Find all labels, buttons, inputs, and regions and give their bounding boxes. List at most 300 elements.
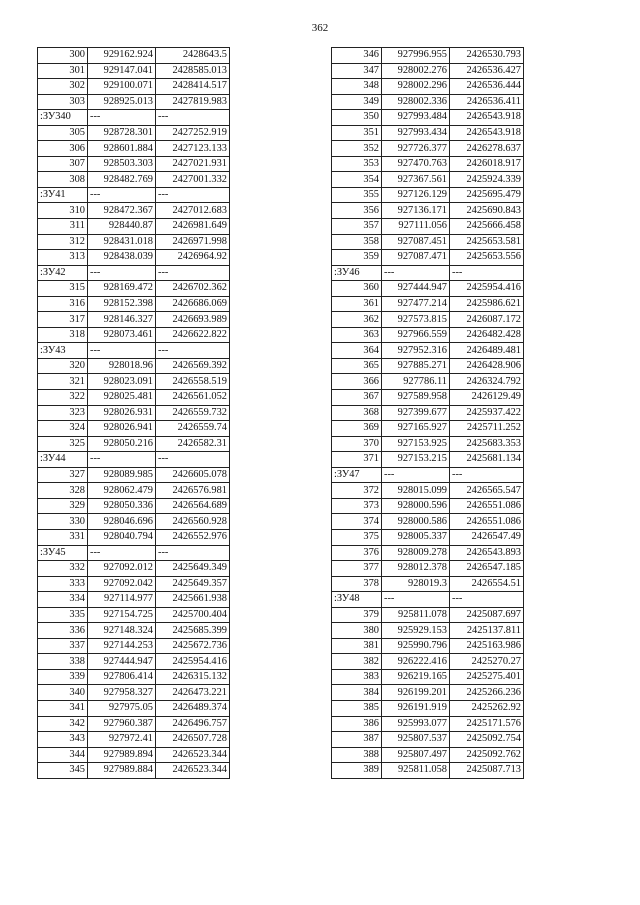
point-number-cell: 380 (332, 623, 382, 639)
y-coordinate-cell: 2426686.069 (156, 296, 230, 312)
point-number-cell: 305 (38, 125, 88, 141)
point-number-cell: 322 (38, 390, 88, 406)
y-coordinate-cell: 2426507.728 (156, 732, 230, 748)
y-coordinate-cell: 2425681.134 (450, 452, 524, 468)
point-number-cell: 317 (38, 312, 88, 328)
point-number-cell: 359 (332, 250, 382, 266)
point-number-cell: 328 (38, 483, 88, 499)
table-row (332, 327, 524, 343)
point-number-cell: 361 (332, 296, 382, 312)
x-coordinate-cell: 928728.301 (88, 125, 156, 141)
point-number-cell: 339 (38, 669, 88, 685)
y-coordinate-cell: 2427001.332 (156, 172, 230, 188)
y-coordinate-cell: 2426543.918 (450, 125, 524, 141)
point-number-cell: 330 (38, 514, 88, 530)
y-coordinate-cell: 2425262.92 (450, 700, 524, 716)
section-label-cell: :ЗУ47 (332, 467, 382, 483)
y-coordinate-cell: 2426428.906 (450, 358, 524, 374)
x-coordinate-cell: 928152.398 (88, 296, 156, 312)
x-coordinate-cell: --- (382, 467, 450, 483)
table-row (332, 234, 524, 250)
point-number-cell: 341 (38, 700, 88, 716)
x-coordinate-cell: 929100.071 (88, 79, 156, 95)
y-coordinate-cell: 2426564.689 (156, 498, 230, 514)
y-coordinate-cell: --- (156, 545, 230, 561)
point-number-cell: 372 (332, 483, 382, 499)
point-number-cell: 384 (332, 685, 382, 701)
table-row (38, 623, 230, 639)
y-coordinate-cell: 2426278.637 (450, 141, 524, 157)
x-coordinate-cell: 926191.919 (382, 700, 450, 716)
x-coordinate-cell: 928050.336 (88, 498, 156, 514)
point-number-cell: 324 (38, 421, 88, 437)
table-row (332, 483, 524, 499)
point-number-cell: 321 (38, 374, 88, 390)
x-coordinate-cell: 928015.099 (382, 483, 450, 499)
table-row (332, 436, 524, 452)
x-coordinate-cell: 927975.05 (88, 700, 156, 716)
point-number-cell: 388 (332, 747, 382, 763)
point-number-cell: 382 (332, 654, 382, 670)
table-row (332, 545, 524, 561)
table-row (38, 63, 230, 79)
y-coordinate-cell: 2426496.757 (156, 716, 230, 732)
y-coordinate-cell: 2426482.428 (450, 327, 524, 343)
point-number-cell: 331 (38, 529, 88, 545)
y-coordinate-cell: 2425092.754 (450, 732, 524, 748)
table-row (332, 700, 524, 716)
x-coordinate-cell: 928000.586 (382, 514, 450, 530)
x-coordinate-cell: 928000.596 (382, 498, 450, 514)
table-row (332, 48, 524, 64)
y-coordinate-cell: --- (450, 592, 524, 608)
y-coordinate-cell: 2426489.374 (156, 700, 230, 716)
point-number-cell: 307 (38, 156, 88, 172)
table-row (332, 203, 524, 219)
x-coordinate-cell: 928601.884 (88, 141, 156, 157)
x-coordinate-cell: 927444.947 (382, 281, 450, 297)
point-number-cell: 325 (38, 436, 88, 452)
x-coordinate-cell: 927806.414 (88, 669, 156, 685)
point-number-cell: 374 (332, 514, 382, 530)
x-coordinate-cell: 928026.941 (88, 421, 156, 437)
y-coordinate-cell: 2426536.444 (450, 79, 524, 95)
point-number-cell: 313 (38, 250, 88, 266)
x-coordinate-cell: 927589.958 (382, 390, 450, 406)
x-coordinate-cell: 927958.327 (88, 685, 156, 701)
point-number-cell: 336 (38, 623, 88, 639)
x-coordinate-cell: 928002.296 (382, 79, 450, 95)
x-coordinate-cell: 927092.012 (88, 561, 156, 577)
y-coordinate-cell: 2426971.998 (156, 234, 230, 250)
y-coordinate-cell: 2425661.938 (156, 592, 230, 608)
y-coordinate-cell: 2426964.92 (156, 250, 230, 266)
y-coordinate-cell: 2427123.133 (156, 141, 230, 157)
point-number-cell: 342 (38, 716, 88, 732)
x-coordinate-cell: 925807.497 (382, 747, 450, 763)
table-row (38, 467, 230, 483)
x-coordinate-cell: 928169.472 (88, 281, 156, 297)
y-coordinate-cell: 2425087.697 (450, 607, 524, 623)
y-coordinate-cell: --- (156, 343, 230, 359)
table-row (332, 343, 524, 359)
table-row (332, 63, 524, 79)
point-number-cell: 371 (332, 452, 382, 468)
point-number-cell: 367 (332, 390, 382, 406)
x-coordinate-cell: 928026.931 (88, 405, 156, 421)
x-coordinate-cell: --- (88, 343, 156, 359)
point-number-cell: 356 (332, 203, 382, 219)
section-row (38, 343, 230, 359)
x-coordinate-cell: 928146.327 (88, 312, 156, 328)
table-row (332, 187, 524, 203)
table-row (332, 141, 524, 157)
y-coordinate-cell: 2426523.344 (156, 747, 230, 763)
table-row (38, 312, 230, 328)
x-coordinate-cell: 927136.171 (382, 203, 450, 219)
y-coordinate-cell: --- (156, 187, 230, 203)
x-coordinate-cell: 927786.11 (382, 374, 450, 390)
table-row (38, 436, 230, 452)
table-row (38, 576, 230, 592)
table-row (332, 250, 524, 266)
point-number-cell: 350 (332, 110, 382, 126)
point-number-cell: 312 (38, 234, 88, 250)
table-row (38, 592, 230, 608)
table-row (38, 607, 230, 623)
x-coordinate-cell: 927885.271 (382, 358, 450, 374)
point-number-cell: 383 (332, 669, 382, 685)
table-row (38, 125, 230, 141)
y-coordinate-cell: 2426622.822 (156, 327, 230, 343)
y-coordinate-cell: 2426981.649 (156, 219, 230, 235)
y-coordinate-cell: 2426547.49 (450, 529, 524, 545)
section-label-cell: :ЗУ42 (38, 265, 88, 281)
point-number-cell: 310 (38, 203, 88, 219)
table-row (332, 219, 524, 235)
section-label-cell: :ЗУ43 (38, 343, 88, 359)
x-coordinate-cell: 927952.316 (382, 343, 450, 359)
y-coordinate-cell: 2426473.221 (156, 685, 230, 701)
point-number-cell: 377 (332, 561, 382, 577)
point-number-cell: 375 (332, 529, 382, 545)
y-coordinate-cell: 2426569.392 (156, 358, 230, 374)
table-row (332, 763, 524, 779)
y-coordinate-cell: 2426559.732 (156, 405, 230, 421)
coordinates-table-left (37, 47, 230, 779)
table-row (332, 732, 524, 748)
point-number-cell: 376 (332, 545, 382, 561)
y-coordinate-cell: 2426536.427 (450, 63, 524, 79)
table-row (38, 79, 230, 95)
x-coordinate-cell: 928482.769 (88, 172, 156, 188)
y-coordinate-cell: 2426315.132 (156, 669, 230, 685)
table-row (332, 79, 524, 95)
y-coordinate-cell: 2425690.843 (450, 203, 524, 219)
x-coordinate-cell: 927367.561 (382, 172, 450, 188)
x-coordinate-cell: 927144.253 (88, 638, 156, 654)
x-coordinate-cell: 928012.378 (382, 561, 450, 577)
point-number-cell: 329 (38, 498, 88, 514)
table-row (38, 638, 230, 654)
x-coordinate-cell: 927993.434 (382, 125, 450, 141)
y-coordinate-cell: 2425954.416 (450, 281, 524, 297)
point-number-cell: 327 (38, 467, 88, 483)
point-number-cell: 373 (332, 498, 382, 514)
x-coordinate-cell: 925811.058 (382, 763, 450, 779)
y-coordinate-cell: 2425683.353 (450, 436, 524, 452)
table-row (332, 110, 524, 126)
table-row (38, 156, 230, 172)
x-coordinate-cell: 927148.324 (88, 623, 156, 639)
x-coordinate-cell: 927726.377 (382, 141, 450, 157)
point-number-cell: 338 (38, 654, 88, 670)
x-coordinate-cell: 928440.87 (88, 219, 156, 235)
y-coordinate-cell: 2428414.517 (156, 79, 230, 95)
table-row (38, 763, 230, 779)
table-row (38, 172, 230, 188)
x-coordinate-cell: 927092.042 (88, 576, 156, 592)
table-row (332, 685, 524, 701)
table-row (38, 561, 230, 577)
point-number-cell: 323 (38, 405, 88, 421)
table-row (38, 219, 230, 235)
table-row (38, 234, 230, 250)
x-coordinate-cell: 927470.763 (382, 156, 450, 172)
table-row (38, 732, 230, 748)
point-number-cell: 318 (38, 327, 88, 343)
table-row (38, 296, 230, 312)
x-coordinate-cell: --- (382, 592, 450, 608)
y-coordinate-cell: 2425266.236 (450, 685, 524, 701)
x-coordinate-cell: 928040.794 (88, 529, 156, 545)
y-coordinate-cell: 2426554.51 (450, 576, 524, 592)
y-coordinate-cell: 2425092.762 (450, 747, 524, 763)
table-row (332, 576, 524, 592)
y-coordinate-cell: 2426551.086 (450, 514, 524, 530)
table-row (332, 514, 524, 530)
x-coordinate-cell: 928062.479 (88, 483, 156, 499)
y-coordinate-cell: --- (156, 452, 230, 468)
table-row (332, 421, 524, 437)
y-coordinate-cell: 2426536.411 (450, 94, 524, 110)
point-number-cell: 347 (332, 63, 382, 79)
point-number-cell: 362 (332, 312, 382, 328)
table-row (332, 529, 524, 545)
x-coordinate-cell: 927165.927 (382, 421, 450, 437)
x-coordinate-cell: 927993.484 (382, 110, 450, 126)
y-coordinate-cell: 2425649.349 (156, 561, 230, 577)
x-coordinate-cell: 929162.924 (88, 48, 156, 64)
point-number-cell: 354 (332, 172, 382, 188)
x-coordinate-cell: --- (88, 452, 156, 468)
y-coordinate-cell: 2425087.713 (450, 763, 524, 779)
table-row (332, 374, 524, 390)
table-row (332, 156, 524, 172)
point-number-cell: 334 (38, 592, 88, 608)
y-coordinate-cell: 2425666.458 (450, 219, 524, 235)
table-row (38, 358, 230, 374)
y-coordinate-cell: 2425653.556 (450, 250, 524, 266)
x-coordinate-cell: 927972.41 (88, 732, 156, 748)
point-number-cell: 355 (332, 187, 382, 203)
table-row (38, 498, 230, 514)
table-row (38, 747, 230, 763)
y-coordinate-cell: --- (450, 467, 524, 483)
table-row (332, 669, 524, 685)
point-number-cell: 368 (332, 405, 382, 421)
point-number-cell: 353 (332, 156, 382, 172)
point-number-cell: 381 (332, 638, 382, 654)
table-row (332, 172, 524, 188)
point-number-cell: 335 (38, 607, 88, 623)
x-coordinate-cell: 928472.367 (88, 203, 156, 219)
table-row (332, 654, 524, 670)
table-row (38, 421, 230, 437)
x-coordinate-cell: 928019.3 (382, 576, 450, 592)
section-row (332, 265, 524, 281)
table-row (38, 203, 230, 219)
y-coordinate-cell: 2425954.416 (156, 654, 230, 670)
section-label-cell: :ЗУ46 (332, 265, 382, 281)
y-coordinate-cell: 2426489.481 (450, 343, 524, 359)
table-row (38, 405, 230, 421)
x-coordinate-cell: 926222.416 (382, 654, 450, 670)
x-coordinate-cell: 927153.215 (382, 452, 450, 468)
table-row (332, 312, 524, 328)
table-row (38, 250, 230, 266)
y-coordinate-cell: --- (156, 110, 230, 126)
x-coordinate-cell: 928925.013 (88, 94, 156, 110)
x-coordinate-cell: 927114.977 (88, 592, 156, 608)
y-coordinate-cell: 2425653.581 (450, 234, 524, 250)
y-coordinate-cell: 2426561.052 (156, 390, 230, 406)
table-row (332, 405, 524, 421)
y-coordinate-cell: 2426582.31 (156, 436, 230, 452)
y-coordinate-cell: --- (450, 265, 524, 281)
x-coordinate-cell: --- (88, 110, 156, 126)
table-row (332, 607, 524, 623)
x-coordinate-cell: 927989.884 (88, 763, 156, 779)
x-coordinate-cell: 928046.696 (88, 514, 156, 530)
table-row (38, 390, 230, 406)
x-coordinate-cell: 925929.153 (382, 623, 450, 639)
point-number-cell: 300 (38, 48, 88, 64)
table-row (332, 623, 524, 639)
table-row (332, 561, 524, 577)
point-number-cell: 332 (38, 561, 88, 577)
table-row (332, 94, 524, 110)
y-coordinate-cell: 2426530.793 (450, 48, 524, 64)
x-coordinate-cell: 928503.303 (88, 156, 156, 172)
point-number-cell: 378 (332, 576, 382, 592)
y-coordinate-cell: 2426576.981 (156, 483, 230, 499)
x-coordinate-cell: 927087.471 (382, 250, 450, 266)
x-coordinate-cell: 925811.078 (382, 607, 450, 623)
y-coordinate-cell: 2426543.918 (450, 110, 524, 126)
table-row (38, 669, 230, 685)
point-number-cell: 306 (38, 141, 88, 157)
table-row (38, 654, 230, 670)
section-row (38, 265, 230, 281)
section-row (332, 467, 524, 483)
y-coordinate-cell: 2426560.928 (156, 514, 230, 530)
point-number-cell: 337 (38, 638, 88, 654)
x-coordinate-cell: 927996.955 (382, 48, 450, 64)
y-coordinate-cell: 2427012.683 (156, 203, 230, 219)
x-coordinate-cell: 927444.947 (88, 654, 156, 670)
section-row (38, 110, 230, 126)
point-number-cell: 386 (332, 716, 382, 732)
point-number-cell: 340 (38, 685, 88, 701)
section-row (332, 592, 524, 608)
table-row (38, 374, 230, 390)
x-coordinate-cell: 928023.091 (88, 374, 156, 390)
point-number-cell: 302 (38, 79, 88, 95)
y-coordinate-cell: 2426565.547 (450, 483, 524, 499)
table-row (332, 747, 524, 763)
y-coordinate-cell: 2426551.086 (450, 498, 524, 514)
x-coordinate-cell: 928073.461 (88, 327, 156, 343)
table-row (38, 716, 230, 732)
y-coordinate-cell: 2425695.479 (450, 187, 524, 203)
x-coordinate-cell: 926199.201 (382, 685, 450, 701)
y-coordinate-cell: 2426693.989 (156, 312, 230, 328)
section-label-cell: :ЗУ340 (38, 110, 88, 126)
point-number-cell: 389 (332, 763, 382, 779)
point-number-cell: 369 (332, 421, 382, 437)
section-row (38, 187, 230, 203)
table-row (38, 529, 230, 545)
x-coordinate-cell: 925993.077 (382, 716, 450, 732)
table-row (332, 281, 524, 297)
x-coordinate-cell: --- (88, 187, 156, 203)
point-number-cell: 344 (38, 747, 88, 763)
x-coordinate-cell: 928018.96 (88, 358, 156, 374)
point-number-cell: 365 (332, 358, 382, 374)
x-coordinate-cell: 928002.276 (382, 63, 450, 79)
x-coordinate-cell: --- (88, 545, 156, 561)
point-number-cell: 320 (38, 358, 88, 374)
y-coordinate-cell: 2426543.893 (450, 545, 524, 561)
x-coordinate-cell: 927477.214 (382, 296, 450, 312)
table-row (38, 685, 230, 701)
table-row (38, 327, 230, 343)
y-coordinate-cell: 2425986.621 (450, 296, 524, 312)
table-row (332, 125, 524, 141)
point-number-cell: 343 (38, 732, 88, 748)
table-row (332, 638, 524, 654)
x-coordinate-cell: 928025.481 (88, 390, 156, 406)
y-coordinate-cell: 2426552.976 (156, 529, 230, 545)
x-coordinate-cell: 927154.725 (88, 607, 156, 623)
point-number-cell: 366 (332, 374, 382, 390)
x-coordinate-cell: 927966.559 (382, 327, 450, 343)
y-coordinate-cell: 2425937.422 (450, 405, 524, 421)
y-coordinate-cell: 2425270.27 (450, 654, 524, 670)
x-coordinate-cell: 928438.039 (88, 250, 156, 266)
section-label-cell: :ЗУ48 (332, 592, 382, 608)
y-coordinate-cell: 2425275.401 (450, 669, 524, 685)
x-coordinate-cell: 925990.796 (382, 638, 450, 654)
y-coordinate-cell: 2427021.931 (156, 156, 230, 172)
point-number-cell: 346 (332, 48, 382, 64)
x-coordinate-cell: 927989.894 (88, 747, 156, 763)
x-coordinate-cell: --- (382, 265, 450, 281)
point-number-cell: 333 (38, 576, 88, 592)
x-coordinate-cell: 927960.387 (88, 716, 156, 732)
section-label-cell: :ЗУ44 (38, 452, 88, 468)
